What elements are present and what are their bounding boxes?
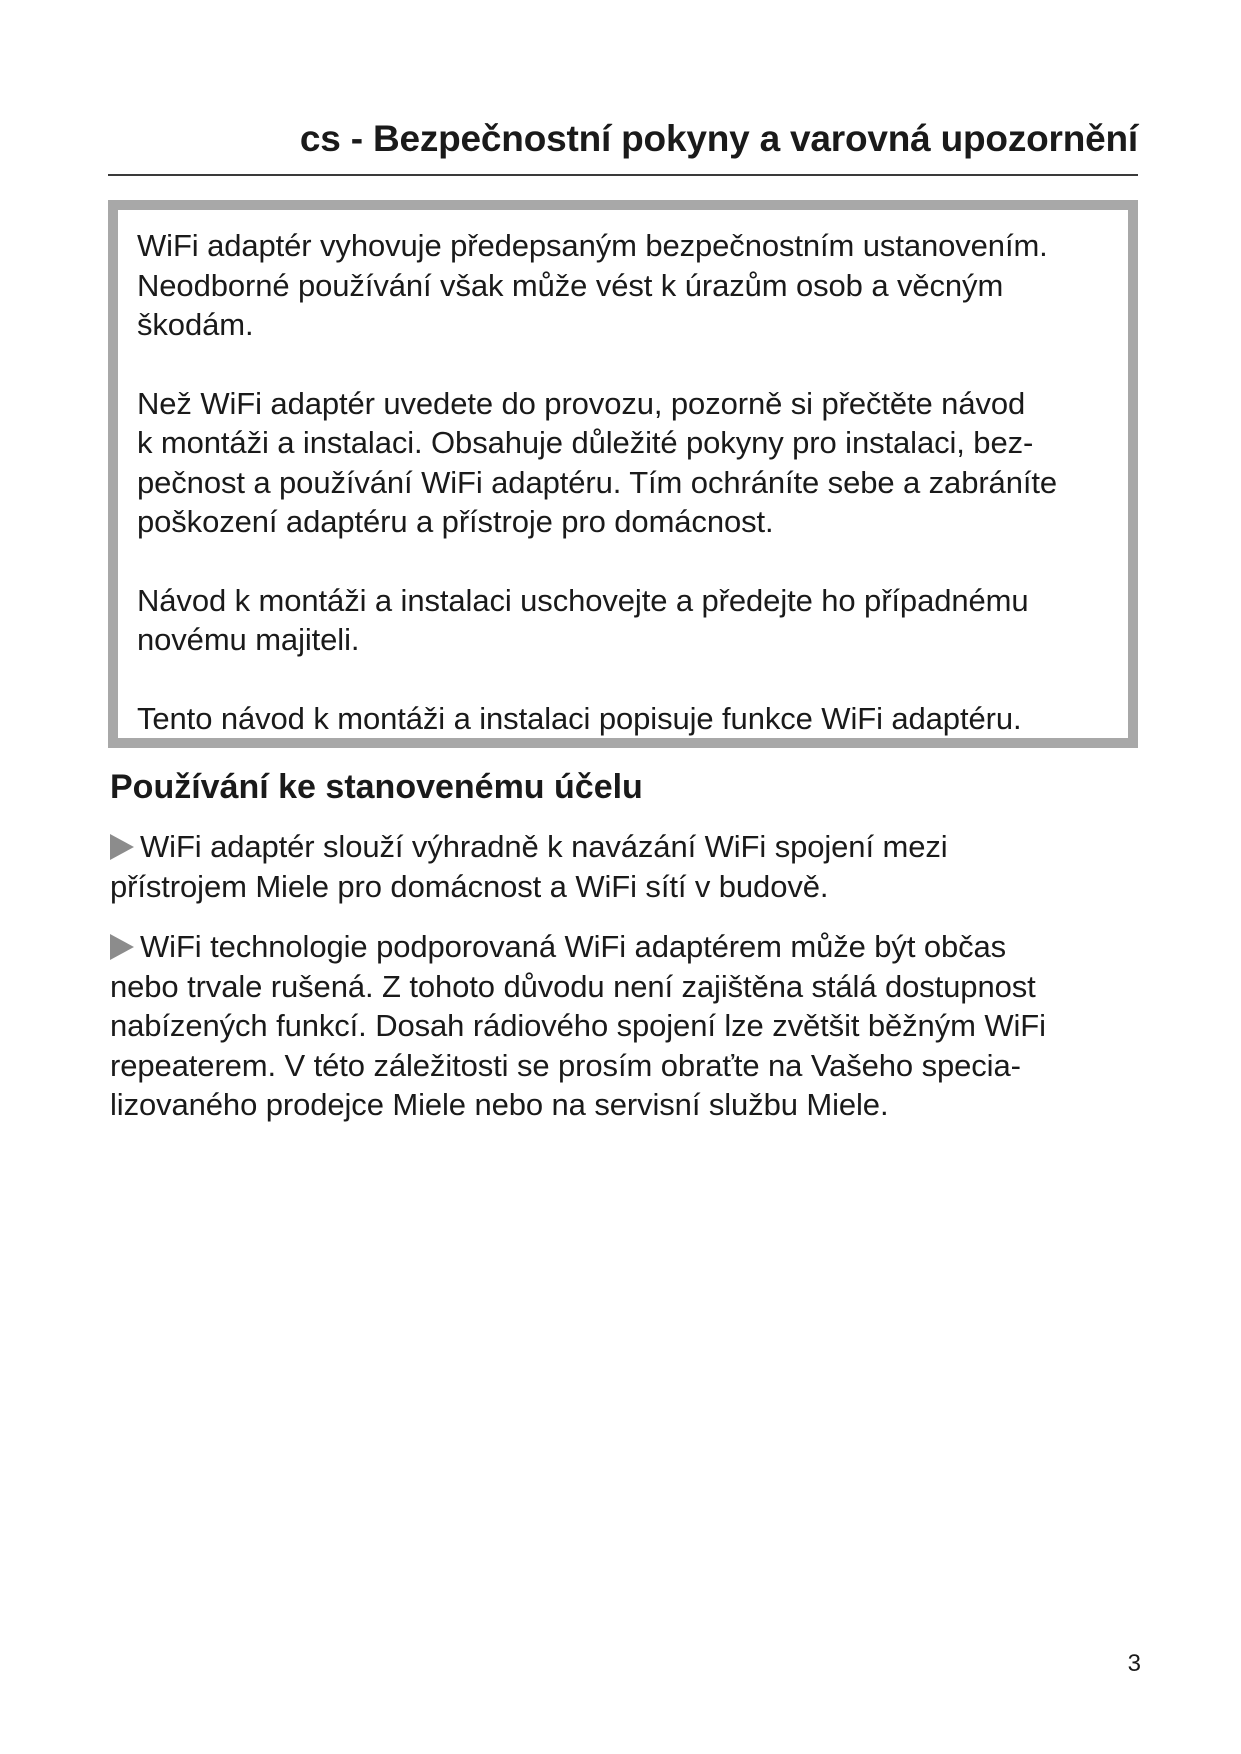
page-number: 3 xyxy=(1127,1650,1141,1677)
header-divider xyxy=(108,174,1138,176)
notice-paragraph: WiFi adaptér vyhovuje předepsaným bezpečnostním ustanovením. Neodborné používání však může vést k úrazům osob a věcným škodám. xyxy=(137,228,1048,342)
section-heading: Používání ke stanovenému účelu xyxy=(110,768,643,806)
triangle-bullet-icon xyxy=(110,834,134,860)
safety-notice-box xyxy=(108,200,1138,748)
notice-paragraph: Tento návod k montáži a instalaci popisuje funkce WiFi adaptéru. xyxy=(137,700,1022,736)
triangle-bullet-icon xyxy=(110,934,134,960)
bullet-text: WiFi adaptér slouží výhradně k navázání WiFi spojení mezi přístrojem Miele pro domácnost a WiFi sítí v budově. xyxy=(110,829,948,904)
bullet-item xyxy=(110,927,1140,1125)
bullet-item xyxy=(110,827,1140,906)
page-title: cs - Bezpečnostní pokyny a varovná upozornění xyxy=(299,118,1138,159)
notice-paragraph: Návod k montáži a instalaci uschovejte a předejte ho případnému novému majiteli. xyxy=(137,582,1029,657)
notice-paragraph: Než WiFi adaptér uvedete do provozu, pozorně si přečtěte návod k montáži a instalaci. Obsahuje důležité pokyny pro instalaci, bez- pečnost a používání WiFi adaptéru. Tím ochráníte sebe a zabráníte poškození adaptéru a přístroje pro domácnost. xyxy=(137,385,1058,539)
bullet-text: WiFi technologie podporovaná WiFi adaptérem může být občas nebo trvale rušená. Z tohoto důvodu není zajištěna stálá dostupnost nabízených funkcí. Dosah rádiového spojení lze zvětšit běžným WiFi repeaterem. V této záležitosti se prosím obraťte na Vašeho specia- lizovaného prodejce Miele nebo na servisní službu Miele. xyxy=(110,929,1046,1122)
